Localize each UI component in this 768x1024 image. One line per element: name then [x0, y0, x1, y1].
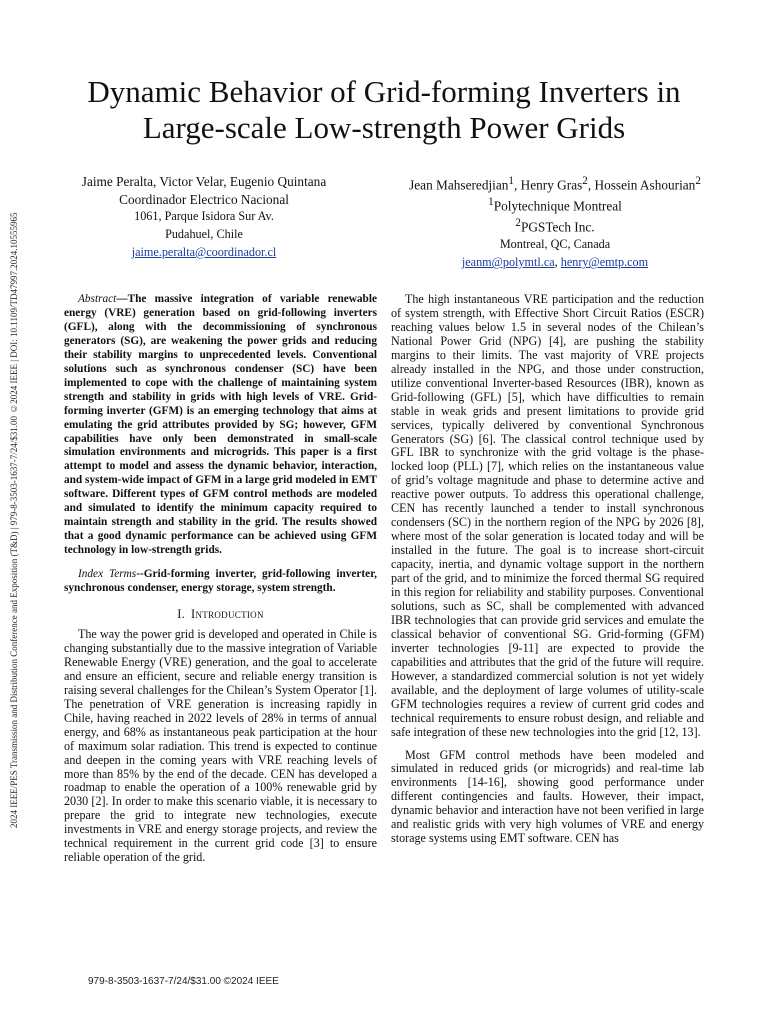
author-emails-right [405, 253, 705, 272]
affiliation-marker: 2 [515, 216, 521, 229]
author-address-line-2: Pudahuel, Chile [165, 226, 243, 241]
affiliation-marker: 1 [508, 175, 514, 187]
abstract [64, 293, 377, 558]
author-name: Jean Mahseredjian [409, 177, 509, 193]
affiliation-2 [405, 215, 705, 236]
author-org-left: Coordinador Electrico Nacional [119, 191, 289, 207]
title-line-2: Large-scale Low-strength Power Grids [142, 110, 626, 145]
left-column [64, 293, 377, 865]
index-terms-label: Index Terms [78, 568, 137, 581]
author-email-2[interactable]: henry@emtp.com [560, 255, 649, 270]
affiliation-marker: 2 [695, 175, 701, 187]
paper-title [40, 74, 728, 146]
affiliation-name: Polytechnique Montreal [493, 198, 622, 214]
author-email-1[interactable]: jeanm@polymtl.ca [461, 255, 555, 270]
email-separator: , [554, 255, 561, 270]
index-terms-text: --Grid-forming inverter, grid-following inverter, synchronous condenser, energy storage, system strength. [64, 568, 377, 595]
author-block-left [54, 173, 354, 262]
author-name: Hossein Ashourian [594, 177, 696, 193]
affiliation-marker: 1 [488, 195, 494, 208]
author-name: Henry Gras [520, 177, 583, 193]
right-column [391, 293, 704, 846]
section-title: Introduction [191, 607, 264, 622]
intro-paragraph-1: The way the power grid is developed and operated in Chile is changing substantially due to the massive integration of Variable Renewable Energy (VRE) generation, and the goal to accelerate and ensure an efficient, secure and reliable energy transition is raising several challenges for the Chilean’s System Operator [1]. The penetration of VRE generation is increasing rapidly in Chile, having reached in 2022 levels of 28% in terms of annual energy, and 68% as instantaneous peak participation at the hour of maximum solar radiation. This trend is expected to continue and deepen in the coming years with VRE reaching levels of more than 85% by the end of the decade. CEN has developed a roadmap to enable the operation of a 100% renewable grid by 2030 [2]. In order to make this scenario viable, it is necessary to prepare the grid to integrate new technologies, execute investments in VRE and energy storage projects, and review the technical requirement in the current grid code [3] to ensure reliable operation of the grid. [64, 626, 377, 865]
affiliation-marker: 2 [582, 175, 588, 187]
abstract-text: —The massive integration of variable renewable energy (VRE) generation based on grid-following inverters (GFL), along with the decommissioning of synchronous generators (SG), are weakening the power grids and reducing their stability margins to unprecedented levels. Conventional solutions such as synchronous condenser (SC) have been implemented to cope with the challenge of maintaining system strength and stability in grids with high levels of VRE. Grid-forming inverter (GFM) is an emerging technology that aims at emulating the grid attributes provided by SG; however, GFM capabilities have only been demonstrated in small-scale simulation environments and microgrids. This paper is a first attempt to model and assess the dynamic behavior, interaction, and system-wide impact of GFM in a large grid modeled in EMT software. Different types of GFM control methods are modeled and simulated to identify the minimum capacity required to maintain strength and stability in the grid. The results showed that a good dynamic performance can be achieved using GFM technology in low-strength grids. [64, 293, 377, 557]
side-note-text: 2024 IEEE/PES Transmission and Distribution Conference and Exposition (T&D) | 979-8-3503-1637-7/24/$31.00 ©2024 IEEE | DOI: 10.1109/TD47997.2024.10555965 [9, 212, 19, 828]
body-paragraph-2: Most GFM control methods have been modeled and simulated in reduced grids (or microgrids) and real-time lab environments [14-16], showing good performance under different contingencies and faults. However, their impact, dynamic behavior and interaction have not been verified in large and realistic grids with very high volumes of VRE and energy storage systems using EMT software. CEN has [391, 747, 704, 846]
author-email-left[interactable]: jaime.peralta@coordinador.cl [131, 245, 277, 259]
name-separator: , [587, 177, 595, 193]
section-heading-introduction [64, 608, 377, 622]
page-footer: 979-8-3503-1637-7/24/$31.00 ©2024 IEEE [88, 976, 279, 987]
title-line-1: Dynamic Behavior of Grid-forming Inverters in [87, 74, 681, 109]
author-names-right [405, 173, 705, 194]
body-paragraph-1: The high instantaneous VRE participation and the reduction of system strength, with Effective Short Circuit Ratios (ESCR) reaching values below 1.5 in several nodes of the Chilean’s National Power Grid (NPG) [4], are pushing the stability margins to their limits. The vast majority of VRE projects already installed in the NPG, and those under construction, utilize conventional Inverter-based Resources (IBR), known as Grid-following (GFL) [5], which have difficulties to remain stable in weak grids and present limitations to provide grid services, typically delivered by conventional Synchronous Generators (SG) [6]. The classical control technique used by GFL IBR to synchronize with the grid voltage is the phase-locked loop (PLL) [7], which relies on the instantaneous value of grid’s voltage magnitude and phase to determine active and reactive power outputs. To address this operational challenge, CEN has recently launched a tender to install synchronous condensers (SC) in the northern region of the NPG by 2026 [8], where most of the solar generation is located today and will be installed in the future. The goal is to increase short-circuit capacity, inertia, and dynamic voltage support in the northern part of the grid, and to minimize the forced thermal SG required in this region for reliability and stability purposes. Conventional solutions, such as SC, shall be complemented with advanced IBR technologies that can provide grid services and emulate the classical behavior of conventional SG. Grid-forming (GFM) inverter technologies [9-11] are expected to provide the capabilities and attributes that the grid of the future will require. However, a standardized commercial solution is not yet widely available, and the deployment of large volumes of utility-scale GFM technologies requires a review of current grid codes and technical requirements to ensure robust design, and reliable and safe integration of these new technologies into the grid [12, 13]. [391, 292, 704, 739]
affiliation-name: PGSTech Inc. [520, 219, 595, 235]
index-terms [64, 568, 377, 596]
name-separator: , [513, 177, 521, 193]
copyright-side-note [4, 160, 24, 880]
author-names-left: Jaime Peralta, Victor Velar, Eugenio Quintana [81, 174, 327, 189]
author-address-right: Montreal, QC, Canada [499, 236, 611, 251]
author-block-right [405, 173, 705, 272]
section-number: I. [177, 607, 186, 622]
abstract-label: Abstract [78, 293, 117, 305]
affiliation-1 [405, 194, 705, 215]
author-address-line-1: 1061, Parque Isidora Sur Av. [134, 209, 274, 223]
